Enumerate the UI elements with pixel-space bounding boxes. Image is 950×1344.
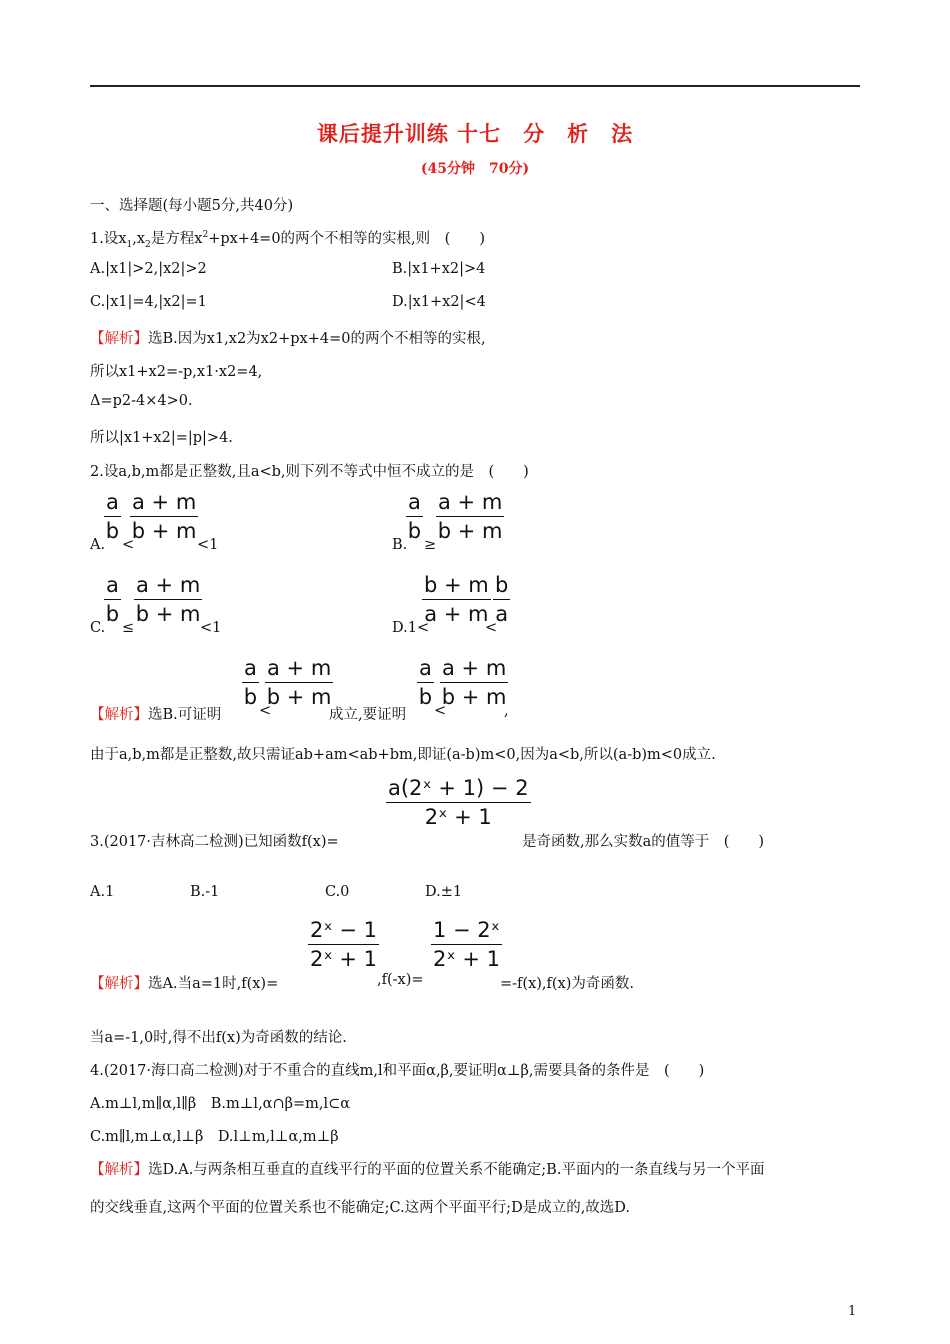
q3-option-c: C.0 bbox=[325, 884, 350, 900]
fraction-f-neg-x: $\frac{\text{1 − 2ˣ}}{\text{2ˣ + 1}}$ bbox=[433, 918, 500, 971]
q1-option-c: C.|x1|=4,|x2|=1 bbox=[90, 294, 207, 310]
analysis-tag: 【解析】 bbox=[90, 331, 148, 347]
q2-stem: 2.设a,b,m都是正整数,且a<b,则下列不等式中恒不成立的是 ( ) bbox=[90, 464, 529, 480]
q1-option-a: A.|x1|>2,|x2|>2 bbox=[90, 261, 207, 277]
q2-sol-lt: < bbox=[259, 703, 272, 719]
fraction-a-over-b: $\frac{a}{b}$ bbox=[243, 656, 258, 709]
q2-solution-2: 由于a,b,m都是正整数,故只需证ab+am<ab+bm,即证(a-b)m<0,因为a<b,所以(a-b)m<0成立. bbox=[90, 747, 716, 763]
fraction-a-over-b: $\frac{a}{b}$ bbox=[407, 490, 422, 543]
q3-option-b: B.-1 bbox=[190, 884, 220, 900]
q4-options-ab: A.m⊥l,m∥α,l∥β B.m⊥l,α∩β=m,l⊂α bbox=[90, 1096, 351, 1112]
q1-stem: 1.设$x_1,x_2$是方程$x^2+px+4=0$的两个不相等的实根,则 ( ) bbox=[90, 230, 485, 250]
q2-option-a-label: A. bbox=[90, 537, 106, 553]
page-subtitle: (45分钟 70分) bbox=[420, 161, 530, 177]
q4-stem: 4.(2017·海口高二检测)对于不重合的直线m,l和平面α,β,要证明α⊥β,需要具备的条件是 ( ) bbox=[90, 1063, 705, 1079]
q2-option-d-label: D.1< bbox=[392, 620, 430, 636]
q4-solution-2: 的交线垂直,这两个平面的位置关系也不能确定;C.这两个平面平行;D是成立的,故选D. bbox=[90, 1200, 631, 1216]
q3-stem-pre: 3.(2017·吉林高二检测)已知函数f(x)= bbox=[90, 834, 339, 850]
q3-solution-line: 【解析】选A.当a=1时,f(x)= bbox=[90, 976, 279, 992]
q2-b-ge: ≥ bbox=[424, 537, 437, 553]
q3-function-fraction: $\frac{\text{a(2ˣ + 1) − 2}}{\text{2ˣ + 1}}$ bbox=[388, 776, 529, 829]
fraction-am-over-bm: $\frac{a + m}{b + m}$ bbox=[131, 490, 197, 543]
q4-options-cd: C.m∥l,m⊥α,l⊥β D.l⊥m,l⊥α,m⊥β bbox=[90, 1129, 339, 1145]
fraction-a-over-b: $\frac{a}{b}$ bbox=[418, 656, 433, 709]
q4-solution-1: 【解析】选D.A.与两条相互垂直的直线平行的平面的位置关系不能确定;B.平面内的一条直线与另一个平面 bbox=[90, 1162, 765, 1178]
q3-solution-2: 当a=-1,0时,得不出f(x)为奇函数的结论. bbox=[90, 1030, 347, 1046]
q2-sol-mid: 成立,要证明 bbox=[329, 707, 407, 723]
page-number: 1 bbox=[848, 1304, 857, 1319]
fraction-bm-over-am: $\frac{b + m}{a + m}$ bbox=[424, 573, 489, 626]
q2-c-tail: <1 bbox=[200, 620, 222, 636]
q1-option-b: B.|x1+x2|>4 bbox=[392, 261, 486, 277]
q1-solution-3: Δ=p2-4×4>0. bbox=[90, 393, 193, 409]
fraction-a-over-b: $\frac{a}{b}$ bbox=[105, 573, 120, 626]
q2-c-le: ≤ bbox=[122, 620, 135, 636]
q2-solution-line: 【解析】选B.可证明 bbox=[90, 707, 222, 723]
q2-a-tail: <1 bbox=[197, 537, 219, 553]
fraction-a-over-b: $\frac{a}{b}$ bbox=[105, 490, 120, 543]
fraction-am-over-bm: $\frac{a + m}{b + m}$ bbox=[437, 490, 503, 543]
q1-option-d: D.|x1+x2|<4 bbox=[392, 294, 486, 310]
q3-sol-mid: ,f(-x)= bbox=[377, 972, 424, 988]
fraction-am-over-bm: $\frac{a + m}{b + m}$ bbox=[266, 656, 332, 709]
q3-option-a: A.1 bbox=[90, 884, 115, 900]
fraction-f-x: $\frac{\text{2ˣ − 1}}{\text{2ˣ + 1}}$ bbox=[310, 918, 377, 971]
q2-d-lt: < bbox=[485, 620, 498, 636]
analysis-tag: 【解析】 bbox=[90, 707, 148, 723]
header-rule bbox=[90, 85, 860, 87]
q2-option-b-label: B. bbox=[392, 537, 408, 553]
q1-solution-2: 所以x1+x2=-p,x1·x2=4, bbox=[90, 364, 263, 380]
q3-sol-end: =-f(x),f(x)为奇函数. bbox=[500, 976, 634, 992]
analysis-tag: 【解析】 bbox=[90, 976, 148, 992]
q2-sol-end: , bbox=[504, 703, 509, 719]
q3-option-d: D.±1 bbox=[425, 884, 463, 900]
q2-sol-lt-2: < bbox=[434, 703, 447, 719]
fraction-am-over-bm: $\frac{a + m}{b + m}$ bbox=[135, 573, 201, 626]
fraction-am-over-bm: $\frac{a + m}{b + m}$ bbox=[441, 656, 507, 709]
page-title: 课后提升训练 十七 分 析 法 bbox=[316, 121, 634, 146]
analysis-tag: 【解析】 bbox=[90, 1162, 148, 1178]
section-heading: 一、选择题(每小题5分,共40分) bbox=[90, 198, 294, 214]
q3-stem-post: 是奇函数,那么实数a的值等于 ( ) bbox=[522, 834, 765, 850]
q2-a-lt: < bbox=[122, 537, 135, 553]
q1-solution-1: 【解析】选B.因为x1,x2为x2+px+4=0的两个不相等的实根, bbox=[90, 331, 486, 347]
q2-option-c-label: C. bbox=[90, 620, 106, 636]
fraction-b-over-a: $\frac{b}{a}$ bbox=[495, 573, 509, 626]
q1-solution-4: 所以|x1+x2|=|p|>4. bbox=[90, 430, 233, 446]
